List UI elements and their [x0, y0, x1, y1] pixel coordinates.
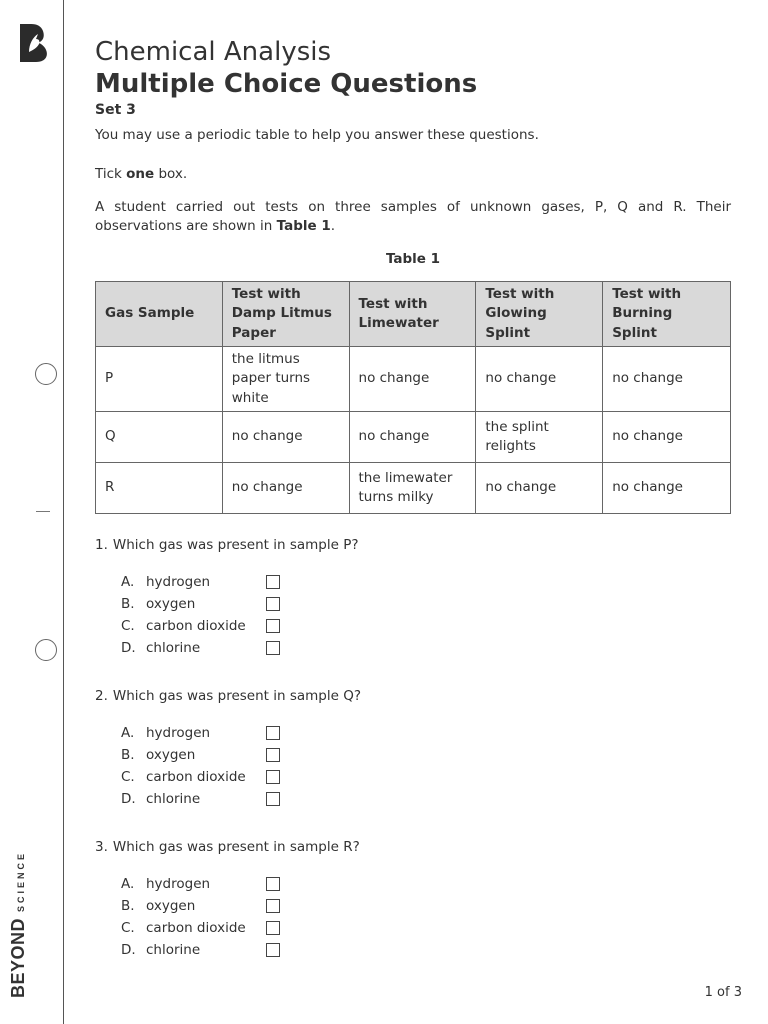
table-cell: no change	[603, 463, 731, 514]
table-cell: the splint relights	[476, 412, 603, 463]
table-row	[96, 347, 731, 412]
answer-checkbox[interactable]	[266, 943, 280, 957]
answer-checkbox[interactable]	[266, 770, 280, 784]
table-cell: no change	[349, 347, 476, 412]
option-c	[95, 917, 731, 939]
option-letter: B.	[121, 747, 135, 763]
answer-checkbox[interactable]	[266, 899, 280, 913]
option-letter: B.	[121, 898, 135, 914]
table-cell: Q	[96, 412, 223, 463]
table-cell: the litmus paper turns white	[222, 347, 349, 412]
question-3	[95, 838, 731, 961]
answer-checkbox[interactable]	[266, 921, 280, 935]
option-label: chlorine	[146, 791, 201, 807]
answer-checkbox[interactable]	[266, 726, 280, 740]
option-label: oxygen	[146, 747, 196, 763]
instruction-periodic-table: You may use a periodic table to help you answer these questions.	[95, 127, 539, 143]
header-burning-splint: Test with Burning Splint	[603, 282, 731, 347]
option-letter: A.	[121, 574, 135, 590]
page-subtitle: Multiple Choice Questions	[95, 69, 478, 99]
option-label: oxygen	[146, 596, 196, 612]
option-b	[95, 744, 731, 766]
table-header-row	[96, 282, 731, 347]
question-prompt	[95, 838, 731, 857]
table-cell: no change	[476, 347, 603, 412]
option-letter: B.	[121, 596, 135, 612]
option-label: oxygen	[146, 898, 196, 914]
table-caption: Table 1	[385, 251, 441, 267]
tick-pre: Tick	[95, 166, 127, 182]
option-list	[95, 873, 731, 961]
brand-word-beyond: BEYOND	[8, 917, 28, 998]
option-a	[95, 873, 731, 895]
binder-hole-top	[35, 363, 57, 385]
margin-line	[63, 0, 64, 1024]
table-cell: no change	[222, 463, 349, 514]
answer-checkbox[interactable]	[266, 792, 280, 806]
option-label: hydrogen	[146, 876, 211, 892]
option-c	[95, 615, 731, 637]
option-c	[95, 766, 731, 788]
option-label: carbon dioxide	[146, 920, 246, 936]
option-letter: C.	[121, 920, 135, 936]
option-letter: A.	[121, 876, 135, 892]
answer-checkbox[interactable]	[266, 597, 280, 611]
tick-post: box.	[154, 166, 188, 182]
table-cell: R	[96, 463, 223, 514]
desc-pre: A student carried out tests on three samples of unknown gases, P, Q and R. Their observations are shown in	[95, 199, 731, 234]
question-text: Which gas was present in sample Q?	[112, 688, 361, 704]
option-label: chlorine	[146, 942, 201, 958]
brand-word-science: SCIENCE	[16, 850, 26, 912]
header-glowing-splint: Test with Glowing Splint	[476, 282, 603, 347]
desc-post: .	[330, 218, 336, 234]
page-number: 1 of 3	[704, 985, 742, 1000]
option-b	[95, 593, 731, 615]
table-row	[96, 412, 731, 463]
option-d	[95, 788, 731, 810]
table-cell: no change	[603, 347, 731, 412]
question-number: 1.	[95, 537, 108, 553]
binder-hole-bottom	[35, 639, 57, 661]
table-cell: no change	[349, 412, 476, 463]
worksheet	[95, 36, 731, 961]
option-letter: C.	[121, 618, 135, 634]
table-row	[96, 463, 731, 514]
question-prompt	[95, 687, 731, 706]
instruction-tick	[95, 165, 731, 184]
set-label: Set 3	[95, 102, 136, 118]
header-gas-sample: Gas Sample	[96, 282, 223, 347]
question-number: 3.	[95, 839, 108, 855]
option-label: hydrogen	[146, 725, 211, 741]
option-list	[95, 722, 731, 810]
fold-mark	[36, 511, 50, 512]
brand-wordmark	[8, 851, 29, 998]
observations-table	[95, 281, 731, 514]
option-letter: C.	[121, 769, 135, 785]
question-text: Which gas was present in sample P?	[112, 537, 359, 553]
answer-checkbox[interactable]	[266, 877, 280, 891]
option-d	[95, 939, 731, 961]
option-label: chlorine	[146, 640, 201, 656]
table-cell: no change	[222, 412, 349, 463]
header-limewater: Test with Limewater	[349, 282, 476, 347]
answer-checkbox[interactable]	[266, 575, 280, 589]
table-cell: no change	[476, 463, 603, 514]
tick-bold: one	[126, 166, 155, 182]
option-a	[95, 571, 731, 593]
answer-checkbox[interactable]	[266, 641, 280, 655]
scenario-description	[95, 198, 731, 236]
question-text: Which gas was present in sample R?	[112, 839, 360, 855]
desc-bold: Table 1	[276, 218, 331, 234]
header-litmus: Test with Damp Litmus Paper	[222, 282, 349, 347]
option-label: carbon dioxide	[146, 618, 246, 634]
option-label: carbon dioxide	[146, 769, 246, 785]
answer-checkbox[interactable]	[266, 619, 280, 633]
table-cell: the limewater turns milky	[349, 463, 476, 514]
option-letter: D.	[121, 791, 136, 807]
option-list	[95, 571, 731, 659]
question-prompt	[95, 536, 731, 555]
option-b	[95, 895, 731, 917]
option-a	[95, 722, 731, 744]
table-cell: P	[96, 347, 223, 412]
option-letter: D.	[121, 942, 136, 958]
option-label: hydrogen	[146, 574, 211, 590]
question-1	[95, 536, 731, 659]
answer-checkbox[interactable]	[266, 748, 280, 762]
option-letter: D.	[121, 640, 136, 656]
beyond-logo-icon	[16, 22, 50, 64]
page-title: Chemical Analysis	[95, 37, 332, 67]
question-2	[95, 687, 731, 810]
option-letter: A.	[121, 725, 135, 741]
table-cell: no change	[603, 412, 731, 463]
option-d	[95, 637, 731, 659]
question-number: 2.	[95, 688, 108, 704]
